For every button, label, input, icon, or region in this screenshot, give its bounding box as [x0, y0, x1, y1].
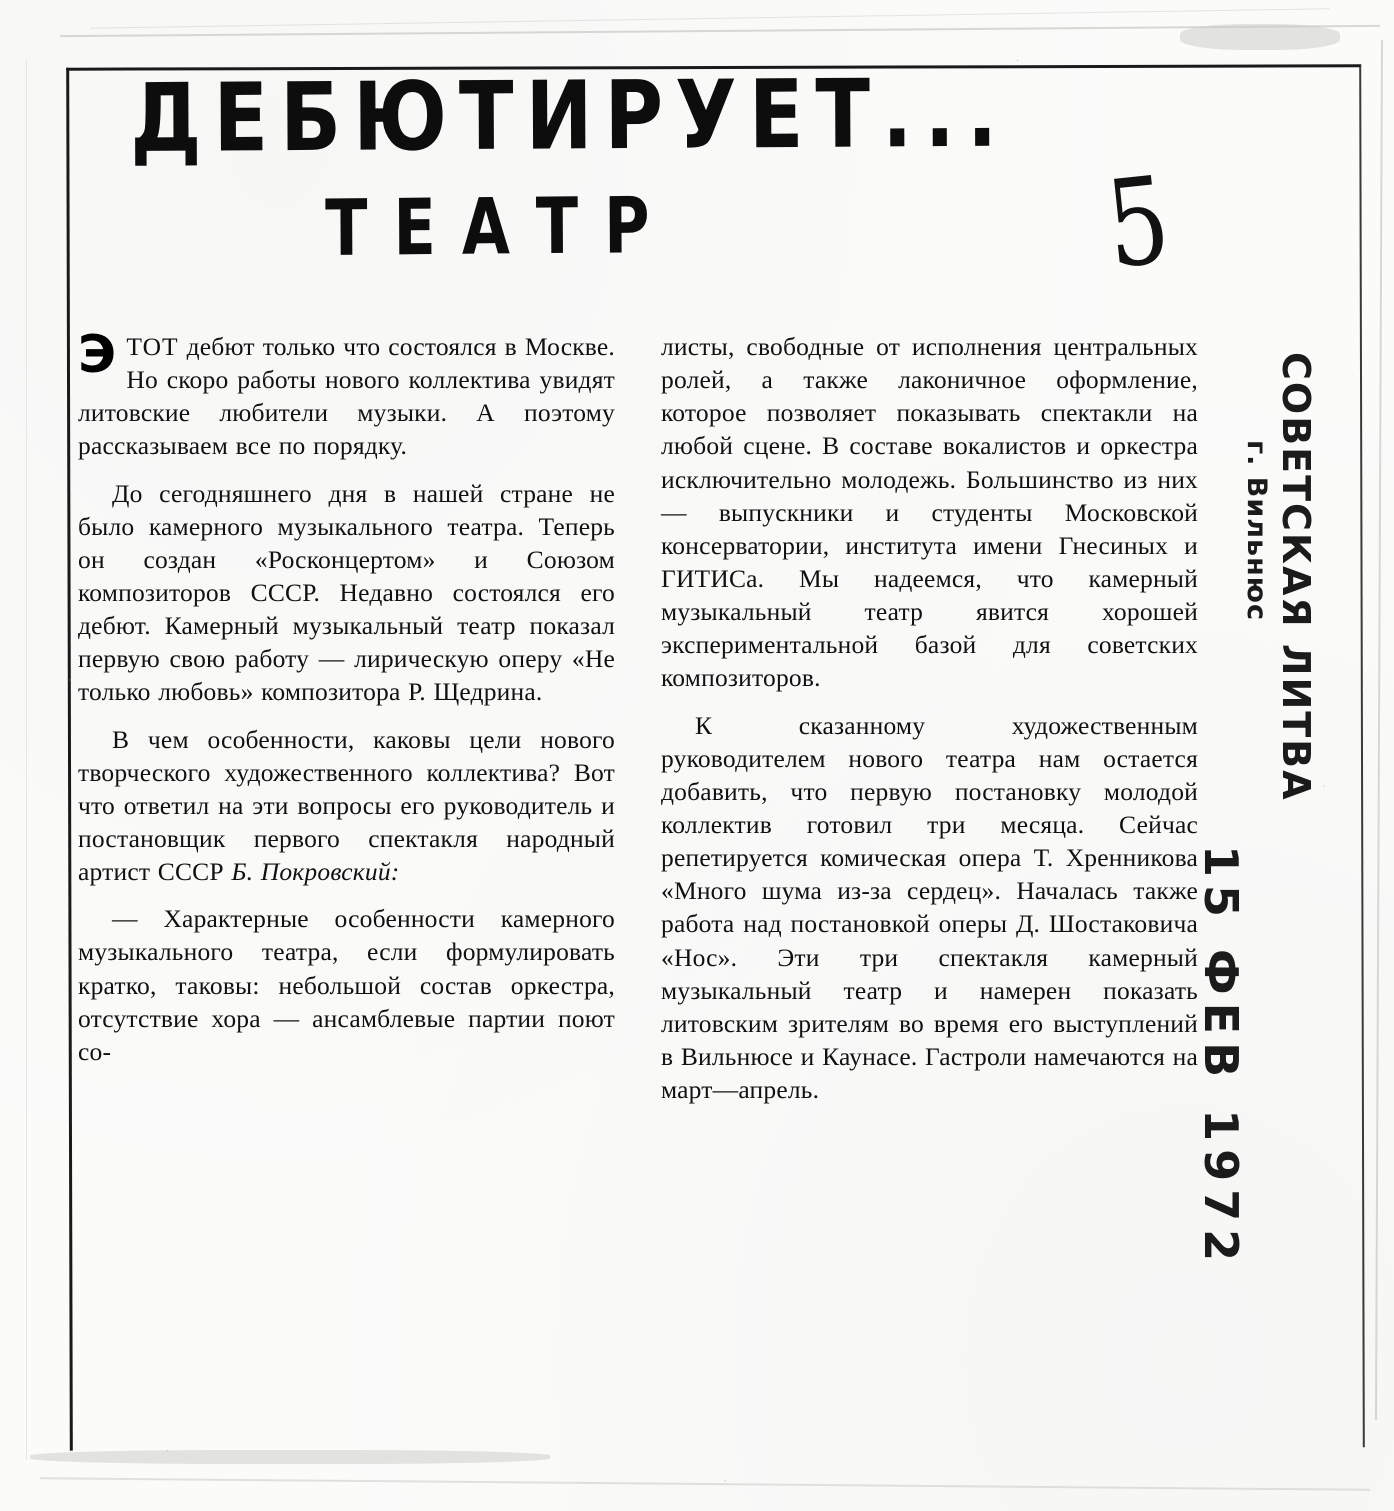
paragraph-text: — Характерные особенности камерного музыкального театра, если формулировать кратко, таковы: небольшой состав оркестра, отсутствие хора — ансамблевые партии поют со- [78, 904, 615, 1066]
paragraph [78, 325, 615, 463]
right-column [661, 330, 1198, 1120]
headline-flourish-glyph: 5 [1100, 151, 1176, 296]
city-stamp: г. Вильнюс [1241, 440, 1272, 622]
date-stamp: 15 ФЕВ 1972 [1194, 845, 1248, 1270]
drop-cap: Э [78, 325, 117, 385]
publication-stamp: СОВЕТСКАЯ ЛИТВА [1274, 352, 1318, 802]
paragraph-italic-name: Б. Покровский: [231, 857, 400, 887]
paragraph-text: К сказанному художественным руководителем нового театра нам остается добавить, что первую постановку молодой коллектив готовил три месяца. Сейчас репетируется комическая опера Т. Хренникова «Много шума из-за сердец». Началась также работа над постановкой оперы Д. Шостаковича «Нос». Эти три спектакля камерный музыкальный театр и намерен показать литовским зрителям во время его выступлений в Вильнюсе и Каунасе. Гастроли намечаются на март—апрель. [661, 710, 1198, 1105]
paragraph-text: До сегодняшнего дня в нашей стране не было камерного музыкального театра. Теперь он создан «Росконцертом» и Союзом композиторов СССР. Недавно состоялся его дебют. Камерный музыкальный театр показал первую свою работу — лирическую оперу «Не только любовь» композитора Р. Щедрина. [78, 478, 615, 707]
left-column [78, 325, 615, 1120]
paragraph [78, 477, 615, 709]
paragraph-text: В чем особенности, каковы цели нового творческого художественного коллектива? Вот что ответил на эти вопросы его руководитель и постановщик первого спектакля народный артист СССР [78, 724, 615, 887]
torn-edge-top-secondary [90, 8, 1330, 28]
paragraph [78, 902, 615, 1068]
headline-block [100, 58, 1340, 296]
scan-smudge-bottom [30, 1450, 550, 1464]
scan-smudge [1180, 24, 1340, 50]
headline-line-1: ДЕБЮТИРУЕТ... [129, 58, 1010, 174]
paragraph-text: дебют только что состоялся в Москве. Но скоро работы нового коллектива увидят литовские любители музыки. А поэтому рассказываем все по порядку. [78, 332, 615, 461]
headline-line-2: ТЕАТР [324, 179, 676, 274]
article-body [78, 325, 1198, 1120]
paragraph [78, 723, 615, 889]
paragraph [661, 330, 1198, 695]
lead-word: ТОТ [126, 332, 179, 361]
torn-edge-left [26, 60, 27, 1460]
torn-edge-right [1375, 40, 1383, 1420]
paragraph [661, 709, 1198, 1107]
torn-edge-bottom [40, 1477, 1370, 1491]
paragraph-text: листы, свободные от исполнения центральных ролей, а также лаконичное оформление, которое позволяет показывать спектакли на любой сцене. В составе вокалистов и оркестра исключительно молодежь. Большинство из них — выпускники и студенты Московской консерватории, института имени Гнесиных и ГИТИСа. Мы надеемся, что камерный музыкальный театр явится хорошей экспериментальной базой для советских композиторов. [661, 332, 1198, 693]
